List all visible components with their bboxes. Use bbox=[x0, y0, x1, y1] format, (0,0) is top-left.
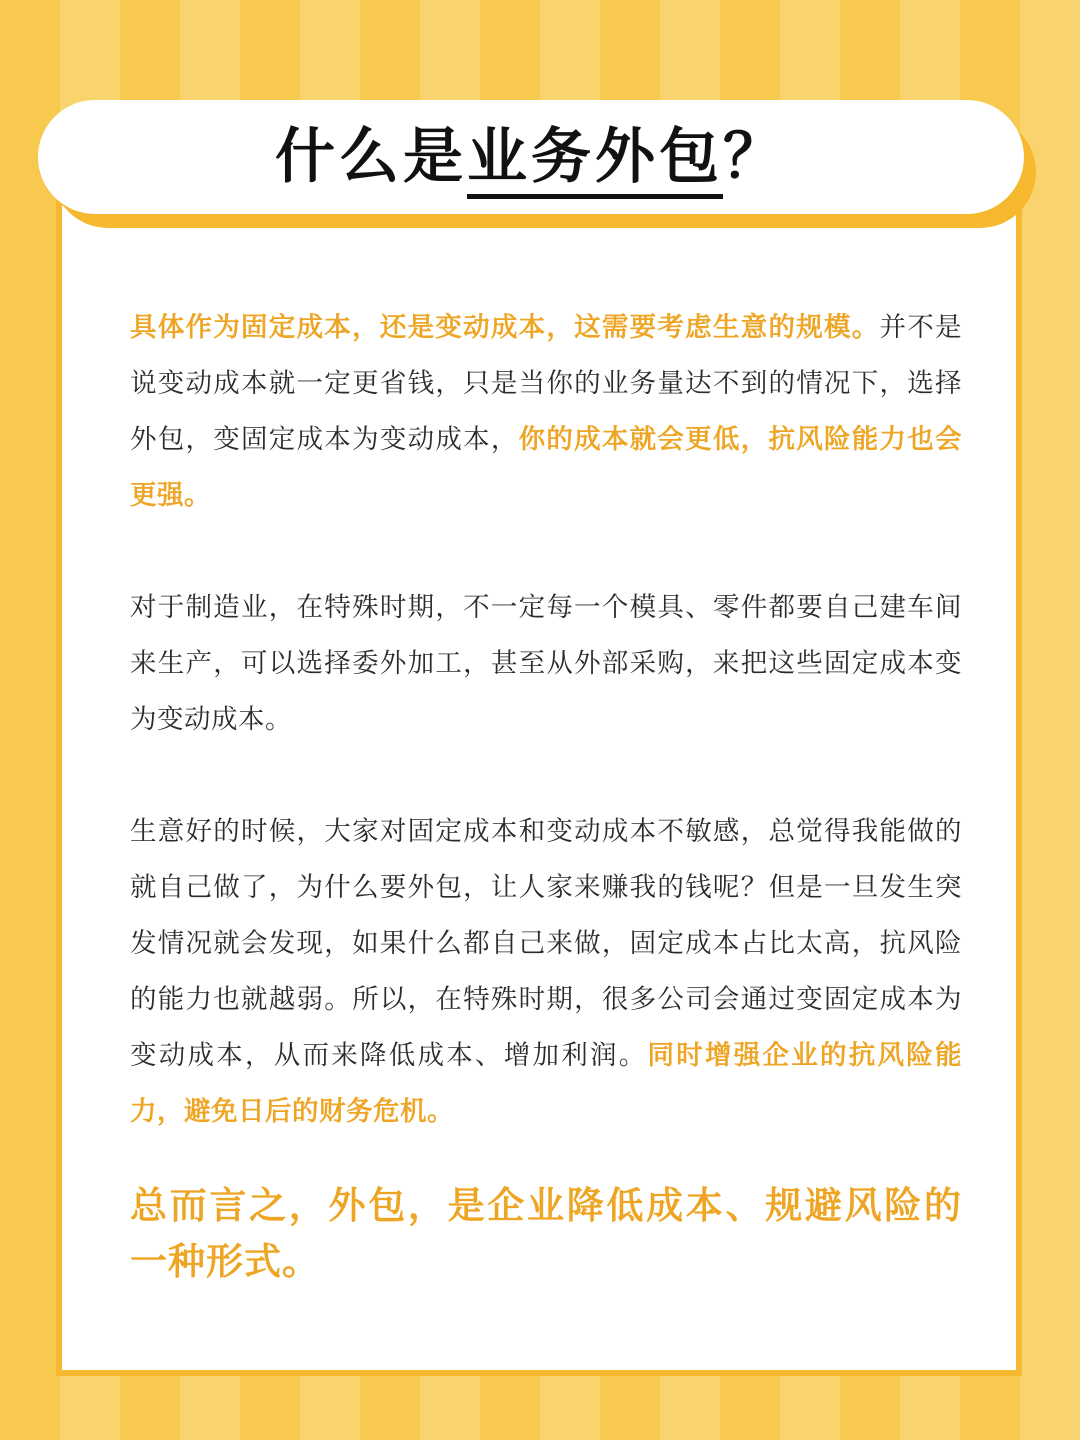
paragraph-1 bbox=[130, 300, 962, 524]
summary-statement: 总而言之，外包，是企业降低成本、规避风险的一种形式。 bbox=[130, 1184, 962, 1283]
title-pill bbox=[38, 100, 1024, 214]
paragraph-1-text: 并不是说变动成本就一定更省钱，只是当你的业务量达不到的情况下，选择外包，变固定成本为变动成本， bbox=[130, 312, 963, 455]
title-question-mark: ？ bbox=[723, 122, 787, 192]
page-title bbox=[275, 122, 787, 192]
article-body bbox=[130, 300, 962, 1346]
paragraph-3-text: 生意好的时候，大家对固定成本和变动成本不敏感，总觉得我能做的就自己做了，为什么要外包，让人家来赚我的钱呢？但是一旦发生突发情况就会发现，如果什么都自己来做，固定成本占比太高，抗风险的能力也就越弱。所以，在特殊时期，很多公司会通过变固定成本为变动成本，从而来降低成本、增加利润。 bbox=[130, 816, 962, 1071]
paragraph-2-text: 对于制造业，在特殊时期，不一定每一个模具、零件都要自己建车间来生产，可以选择委外加工，甚至从外部采购，来把这些固定成本变为变动成本。 bbox=[130, 592, 962, 735]
paragraph-3-highlight: 同时增强企业的抗风险能力，避免日后的财务危机。 bbox=[130, 1040, 962, 1127]
paragraph-1-highlight-2: 你的成本就会更低，抗风险能力也会更强。 bbox=[130, 424, 963, 511]
paragraph-2 bbox=[130, 580, 962, 748]
title-underlined-keyword: 业务外包 bbox=[467, 122, 723, 199]
title-part1: 什么是 bbox=[275, 122, 467, 192]
paragraph-3 bbox=[130, 804, 962, 1140]
paragraph-1-highlight-1: 具体作为固定成本，还是变动成本，这需要考虑生意的规模。 bbox=[130, 312, 880, 343]
